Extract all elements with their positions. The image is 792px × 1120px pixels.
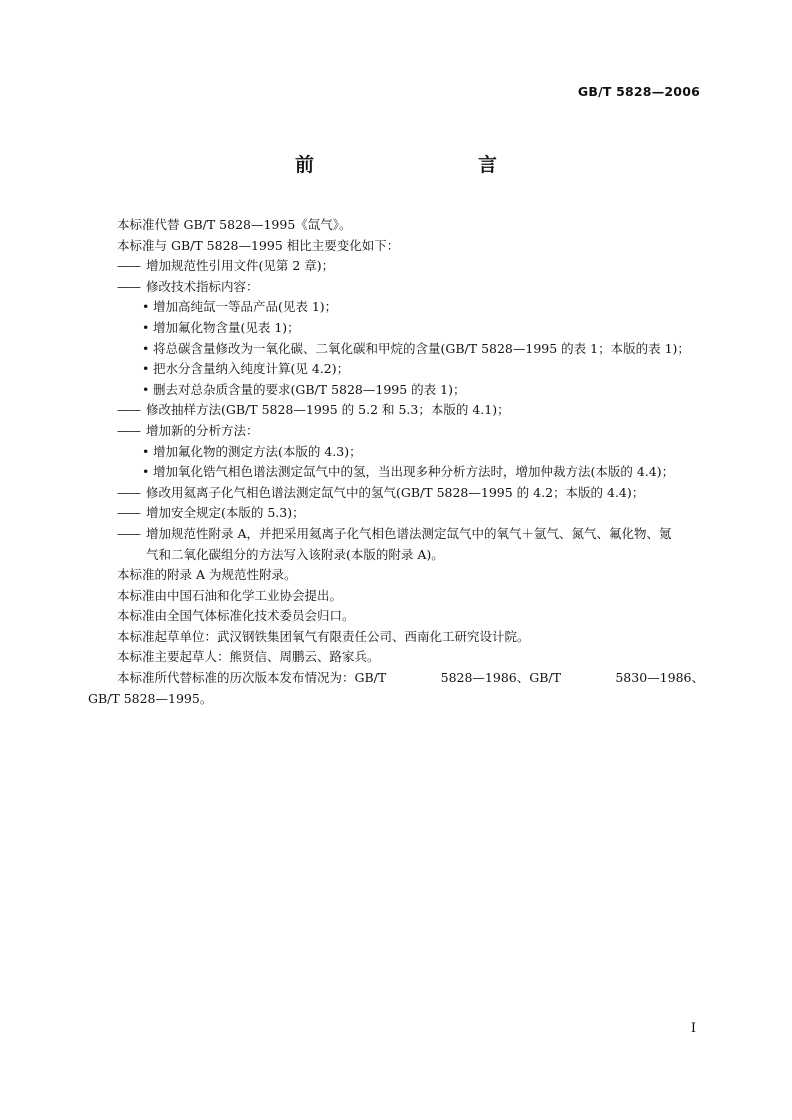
dash-item-text: 修改技术指标内容： bbox=[146, 278, 259, 294]
history-text-part: 5828—1986、GB/T bbox=[440, 670, 561, 686]
dash-item bbox=[88, 256, 704, 277]
paragraph: 本标准与 GB/T 5828—1995 相比主要变化如下： bbox=[117, 237, 400, 253]
paragraph: 本标准代替 GB/T 5828—1995《氙气》。 bbox=[117, 217, 352, 232]
dash-item-text: 增加规范性附录 A，并把采用氦离子化气相色谱法测定氙气中的氧气＋氩气、氮气、氟化物、氪 bbox=[146, 525, 672, 541]
dash-item-text: 修改用氦离子化气相色谱法测定氙气中的氢气(GB/T 5828—1995 的 4.2；本版的 4.4)； bbox=[146, 484, 645, 500]
paragraph: 本标准由中国石油和化学工业协会提出。 bbox=[117, 587, 343, 603]
bullet-item-text: 删去对总杂质含量的要求(GB/T 5828—1995 的表 1)； bbox=[153, 381, 466, 397]
bullet-item bbox=[88, 380, 704, 401]
page-title: 前 言 bbox=[294, 154, 539, 176]
bullet-marker: • bbox=[142, 443, 150, 459]
dash-marker: —— bbox=[117, 258, 140, 274]
paragraph: 本标准起草单位：武汉钢铁集团氧气有限责任公司、西南化工研究设计院。 bbox=[117, 628, 530, 644]
bullet-marker: • bbox=[142, 340, 150, 356]
dash-item bbox=[88, 277, 704, 298]
dash-marker: —— bbox=[117, 278, 140, 294]
dash-marker: —— bbox=[117, 402, 140, 418]
bullet-marker: • bbox=[142, 319, 150, 335]
paragraph-continuation: GB/T 5828—1995。 bbox=[88, 690, 213, 706]
bullet-item bbox=[88, 359, 704, 380]
bullet-item-text: 将总碳含量修改为一氧化碳、二氧化碳和甲烷的含量(GB/T 5828—1995 的表 1；本版的表 1)； bbox=[153, 340, 690, 356]
bullet-item-text: 增加氟化物的测定方法(本版的 4.3)； bbox=[153, 443, 362, 459]
page-number: I bbox=[690, 1021, 696, 1036]
bullet-marker: • bbox=[142, 464, 150, 480]
dash-item-text: 增加新的分析方法： bbox=[146, 422, 259, 438]
bullet-item-text: 把水分含量纳入纯度计算(见 4.2)； bbox=[153, 361, 350, 377]
paragraph-justified bbox=[88, 668, 704, 689]
bullet-item-text: 增加高纯氙一等品产品(见表 1)； bbox=[153, 299, 338, 315]
dash-item-text: 修改抽样方法(GB/T 5828—1995 的 5.2 和 5.3；本版的 4.1)； bbox=[146, 402, 510, 418]
dash-item-continuation: 气和二氧化碳组分的方法写入该附录(本版的附录 A)。 bbox=[146, 546, 444, 562]
dash-marker: —— bbox=[117, 484, 140, 500]
document-body bbox=[88, 215, 704, 709]
bullet-marker: • bbox=[142, 299, 150, 315]
dash-item bbox=[88, 421, 704, 442]
dash-item bbox=[88, 483, 704, 504]
bullet-item bbox=[88, 339, 704, 360]
bullet-item bbox=[88, 297, 704, 318]
dash-item bbox=[88, 400, 704, 421]
dash-marker: —— bbox=[117, 525, 140, 541]
paragraph: 本标准的附录 A 为规范性附录。 bbox=[117, 567, 297, 583]
dash-item-text: 增加规范性引用文件(见第 2 章)； bbox=[146, 258, 335, 274]
bullet-marker: • bbox=[142, 361, 150, 377]
bullet-marker: • bbox=[142, 381, 150, 397]
bullet-item bbox=[88, 462, 704, 483]
paragraph: 本标准主要起草人：熊贤信、周鹏云、路家兵。 bbox=[117, 649, 380, 665]
dash-item bbox=[88, 503, 704, 524]
dash-marker: —— bbox=[117, 505, 140, 521]
bullet-item bbox=[88, 318, 704, 339]
history-text-part: 5830—1986、 bbox=[615, 670, 704, 686]
dash-item-text: 增加安全规定(本版的 5.3)； bbox=[146, 505, 305, 521]
history-text-part: 本标准所代替标准的历次版本发布情况为：GB/T bbox=[117, 670, 387, 686]
bullet-item-text: 增加氧化锆气相色谱法测定氙气中的氢，当出现多种分析方法时，增加仲裁方法(本版的 4.4)； bbox=[153, 464, 675, 480]
bullet-item bbox=[88, 442, 704, 463]
dash-item bbox=[88, 524, 704, 545]
dash-marker: —— bbox=[117, 422, 140, 438]
bullet-item-text: 增加氟化物含量(见表 1)； bbox=[153, 319, 300, 335]
header-standard-code: GB/T 5828—2006 bbox=[577, 84, 700, 99]
paragraph: 本标准由全国气体标准化技术委员会归口。 bbox=[117, 608, 355, 624]
